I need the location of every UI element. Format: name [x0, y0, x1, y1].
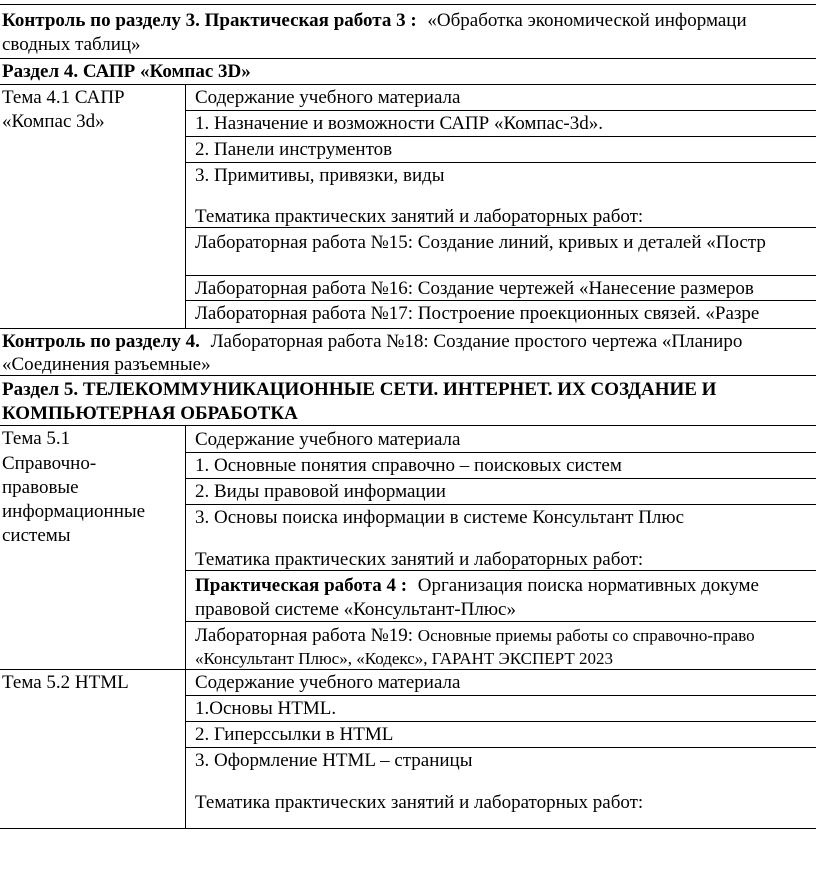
rule-t51-1	[186, 452, 816, 453]
topic41-lab-16: Лабораторная работа №16: Создание чертежей «Нанесение размеров	[195, 278, 754, 299]
topic41-name-line1: Тема 4.1 САПР	[2, 87, 125, 108]
topic51-pw4-bold: Практическая работа 4 :	[195, 575, 408, 596]
control3-line1	[2, 9, 747, 32]
rule-t51-2	[186, 478, 816, 479]
rule-t52-1	[186, 695, 816, 696]
topic41-lab-17: Лабораторная работа №17: Построение проекционных связей. «Разре	[195, 303, 760, 324]
topic51-name-line5: системы	[2, 525, 71, 546]
divider-topic52	[185, 669, 186, 828]
rule-before-control4	[0, 328, 816, 329]
topic51-practice-header: Тематика практических занятий и лабораторных работ:	[195, 549, 644, 570]
topic41-item-2: 2. Панели инструментов	[195, 139, 393, 160]
control3-rest: «Обработка экономической информаци	[427, 10, 747, 31]
topic51-lab19-rest: Основные приемы работы со справочно-право	[417, 626, 755, 645]
divider-topic51	[185, 425, 186, 669]
rule-after-section5	[0, 425, 816, 426]
topic51-pw4-rest: Организация поиска нормативных докуме	[417, 575, 759, 596]
topic52-item-3: 3. Оформление HTML – страницы	[195, 750, 473, 771]
topic41-practice-header: Тематика практических занятий и лабораторных работ:	[195, 206, 644, 227]
section4-title: Раздел 4. САПР «Компас 3D»	[2, 61, 251, 82]
topic52-name: Тема 5.2 HTML	[2, 672, 129, 693]
control3-line2: сводных таблиц»	[2, 34, 141, 55]
rule-t41-1	[186, 110, 816, 111]
control3-bold: Контроль по разделу 3. Практическая работа 3 :	[2, 10, 417, 31]
control4-rest: Лабораторная работа №18: Создание простого чертежа «Планиро	[210, 331, 743, 352]
rule-t52-3	[186, 747, 816, 748]
topic41-content-header: Содержание учебного материала	[195, 87, 461, 108]
divider-topic41	[185, 84, 186, 328]
section5-title-line2: КОМПЬЮТЕРНАЯ ОБРАБОТКА	[2, 403, 298, 424]
topic51-name-line4: информационные	[2, 501, 146, 522]
topic51-item-1: 1. Основные понятия справочно – поисковых систем	[195, 455, 622, 476]
topic51-pw4-line1	[195, 574, 759, 597]
topic51-item-2: 2. Виды правовой информации	[195, 481, 446, 502]
topic52-practice-header: Тематика практических занятий и лабораторных работ:	[195, 792, 644, 813]
rule-t51-5	[186, 621, 816, 622]
rule-t41-6	[186, 300, 816, 301]
rule-t41-2	[186, 136, 816, 137]
topic52-content-header: Содержание учебного материала	[195, 672, 461, 693]
topic52-item-1: 1.Основы HTML.	[195, 698, 337, 719]
topic51-content-header: Содержание учебного материала	[195, 429, 461, 450]
rule-after-section4	[0, 84, 816, 85]
topic51-name-line3: правовые	[2, 477, 79, 498]
control4-line2: «Соединения разъемные»	[2, 354, 211, 375]
section5-title-line1: Раздел 5. ТЕЛЕКОММУНИКАЦИОННЫЕ СЕТИ. ИНТЕРНЕТ. ИХ СОЗДАНИЕ И	[2, 379, 717, 400]
topic51-pw4-line2: правовой системе «Консультант-Плюс»	[195, 599, 516, 620]
rule-t41-5	[186, 275, 816, 276]
rule-t52-2	[186, 721, 816, 722]
rule-before-section4	[0, 58, 816, 59]
rule-bottom	[0, 828, 816, 829]
rule-t41-3	[186, 162, 816, 163]
topic41-lab-15: Лабораторная работа №15: Создание линий, кривых и деталей «Постр	[195, 232, 766, 253]
control4-line1	[2, 330, 742, 353]
topic41-name-line2: «Компас 3d»	[2, 111, 105, 132]
topic51-lab19-line1	[195, 624, 755, 647]
topic51-lab19-line2: «Консультант Плюс», «Кодекс», ГАРАНТ ЭКСПЕРТ 2023	[195, 649, 613, 668]
topic51-item-3: 3. Основы поиска информации в системе Консультант Плюс	[195, 507, 685, 528]
topic41-item-3: 3. Примитивы, привязки, виды	[195, 165, 445, 186]
rule-t51-3	[186, 504, 816, 505]
rule-top	[0, 4, 816, 5]
topic51-name-line1: Тема 5.1	[2, 428, 71, 449]
topic52-item-2: 2. Гиперссылки в HTML	[195, 724, 394, 745]
topic51-lab19-label: Лабораторная работа №19:	[195, 625, 414, 646]
topic51-name-line2: Справочно-	[2, 453, 97, 474]
control4-bold: Контроль по разделу 4.	[2, 331, 200, 352]
topic41-item-1: 1. Назначение и возможности САПР «Компас-3d».	[195, 113, 603, 134]
